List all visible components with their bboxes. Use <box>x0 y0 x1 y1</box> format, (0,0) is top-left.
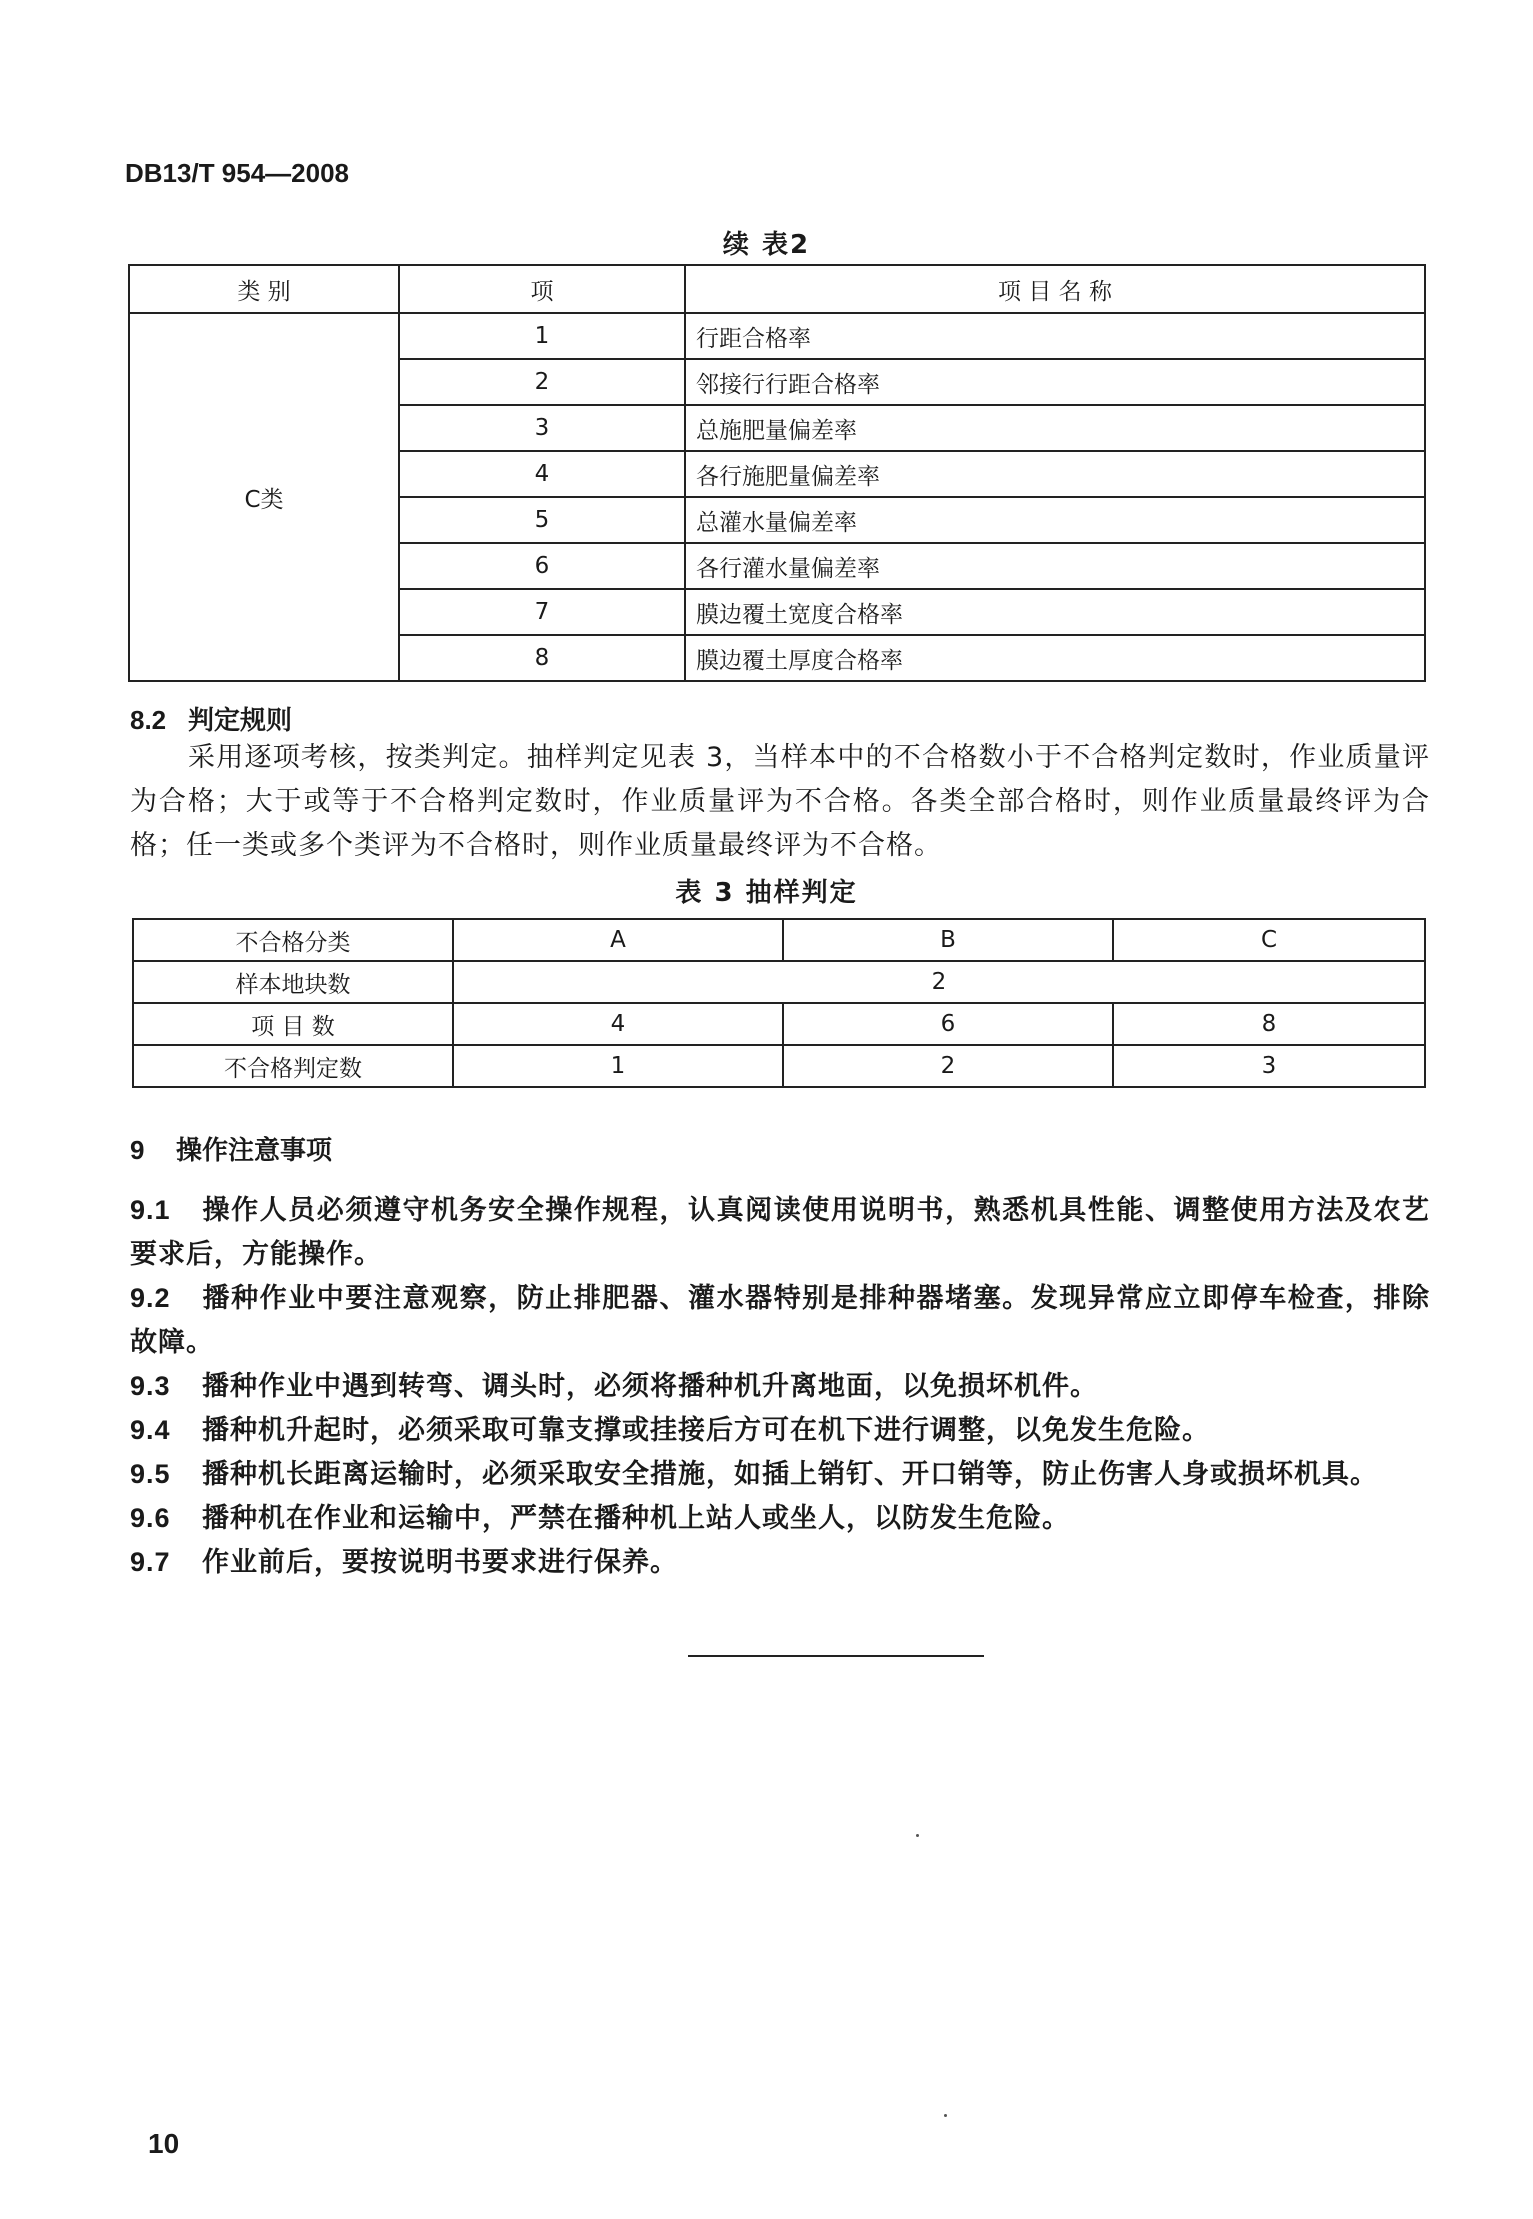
end-rule <box>688 1655 984 1657</box>
table2-item-no: 5 <box>399 497 685 543</box>
section-title: 判定规则 <box>188 706 293 736</box>
table3-reject-c: 3 <box>1113 1045 1425 1087</box>
section-number: 8.2 <box>130 705 167 735</box>
table3-reject-label: 不合格判定数 <box>133 1045 453 1087</box>
table2-item-no: 7 <box>399 589 685 635</box>
table3 <box>132 918 1426 1088</box>
section-number: 9 <box>130 1135 145 1165</box>
table2-item-name: 各行施肥量偏差率 <box>685 451 1425 497</box>
item-number: 9.7 <box>130 1547 171 1577</box>
section-9-heading <box>130 1130 332 1167</box>
table3-header-label: 不合格分类 <box>133 919 453 961</box>
table3-reject-a: 1 <box>453 1045 783 1087</box>
list-item <box>130 1408 1430 1453</box>
list-item <box>130 1276 1430 1365</box>
table2-category-cell: C类 <box>129 313 399 681</box>
table2-item-name: 总灌水量偏差率 <box>685 497 1425 543</box>
item-text: 操作人员必须遵守机务安全操作规程，认真阅读使用说明书，熟悉机具性能、调整使用方法及农艺要求后，方能操作。 <box>130 1195 1430 1270</box>
table2-item-name: 膜边覆土宽度合格率 <box>685 589 1425 635</box>
table-row <box>133 1045 1425 1087</box>
section-8-2-text: 采用逐项考核，按类判定。抽样判定见表 3，当样本中的不合格数小于不合格判定数时，作业质量评为合格；大于或等于不合格判定数时，作业质量评为不合格。各类全部合格时，则作业质量最终评为合格；任一类或多个类评为不合格时，则作业质量最终评为不合格。 <box>130 742 1430 861</box>
table3-reject-b: 2 <box>783 1045 1113 1087</box>
table2-caption: 续 表2 <box>722 230 811 260</box>
table2-item-no: 2 <box>399 359 685 405</box>
table3-sample-value: 2 <box>453 961 1425 1003</box>
table3-caption: 表 3 抽样判定 <box>675 878 858 908</box>
table3-sample-label: 样本地块数 <box>133 961 453 1003</box>
table2-item-name: 各行灌水量偏差率 <box>685 543 1425 589</box>
list-item <box>130 1188 1430 1277</box>
list-item <box>130 1364 1430 1409</box>
table2-header-name: 项 目 名 称 <box>685 265 1425 313</box>
scan-speck <box>916 1834 919 1837</box>
table3-items-b: 6 <box>783 1003 1113 1045</box>
table3-header-b: B <box>783 919 1113 961</box>
table3-items-a: 4 <box>453 1003 783 1045</box>
table3-items-label: 项 目 数 <box>133 1003 453 1045</box>
table2-header-item: 项 <box>399 265 685 313</box>
item-number: 9.3 <box>130 1371 171 1401</box>
table2-item-no: 6 <box>399 543 685 589</box>
table2-item-no: 4 <box>399 451 685 497</box>
page-number: 10 <box>148 2128 180 2159</box>
table2-item-name: 膜边覆土厚度合格率 <box>685 635 1425 681</box>
item-number: 9.1 <box>130 1195 171 1225</box>
item-number: 9.5 <box>130 1459 171 1489</box>
item-text: 播种机长距离运输时，必须采取安全措施，如插上销钉、开口销等，防止伤害人身或损坏机具。 <box>202 1459 1378 1490</box>
item-text: 播种作业中要注意观察，防止排肥器、灌水器特别是排种器堵塞。发现异常应立即停车检查，排除故障。 <box>130 1283 1430 1358</box>
table3-header-a: A <box>453 919 783 961</box>
table2-header-category: 类 别 <box>129 265 399 313</box>
item-number: 9.6 <box>130 1503 171 1533</box>
table2-item-no: 8 <box>399 635 685 681</box>
item-text: 作业前后，要按说明书要求进行保养。 <box>202 1547 678 1578</box>
table2-header-row <box>129 265 1425 313</box>
document-id: DB13/T 954—2008 <box>125 158 350 188</box>
table-row <box>129 313 1425 359</box>
table3-header-c: C <box>1113 919 1425 961</box>
table2-item-name: 行距合格率 <box>685 313 1425 359</box>
item-text: 播种机升起时，必须采取可靠支撑或挂接后方可在机下进行调整，以免发生危险。 <box>202 1415 1210 1446</box>
list-item <box>130 1496 1430 1541</box>
table2-item-name: 邻接行行距合格率 <box>685 359 1425 405</box>
item-number: 9.2 <box>130 1283 171 1313</box>
item-number: 9.4 <box>130 1415 171 1445</box>
scan-speck <box>944 2114 947 2117</box>
item-text: 播种作业中遇到转弯、调头时，必须将播种机升离地面，以免损坏机件。 <box>202 1371 1098 1402</box>
list-item <box>130 1452 1430 1497</box>
table-row <box>133 919 1425 961</box>
list-item <box>130 1540 1430 1585</box>
section-title: 操作注意事项 <box>176 1136 333 1166</box>
table2-item-no: 1 <box>399 313 685 359</box>
table2-item-no: 3 <box>399 405 685 451</box>
table2-item-name: 总施肥量偏差率 <box>685 405 1425 451</box>
table2 <box>128 264 1426 682</box>
table-row <box>133 961 1425 1003</box>
item-text: 播种机在作业和运输中，严禁在播种机上站人或坐人，以防发生危险。 <box>202 1503 1070 1534</box>
table-row <box>133 1003 1425 1045</box>
table3-items-c: 8 <box>1113 1003 1425 1045</box>
section-8-2-heading <box>130 700 292 737</box>
